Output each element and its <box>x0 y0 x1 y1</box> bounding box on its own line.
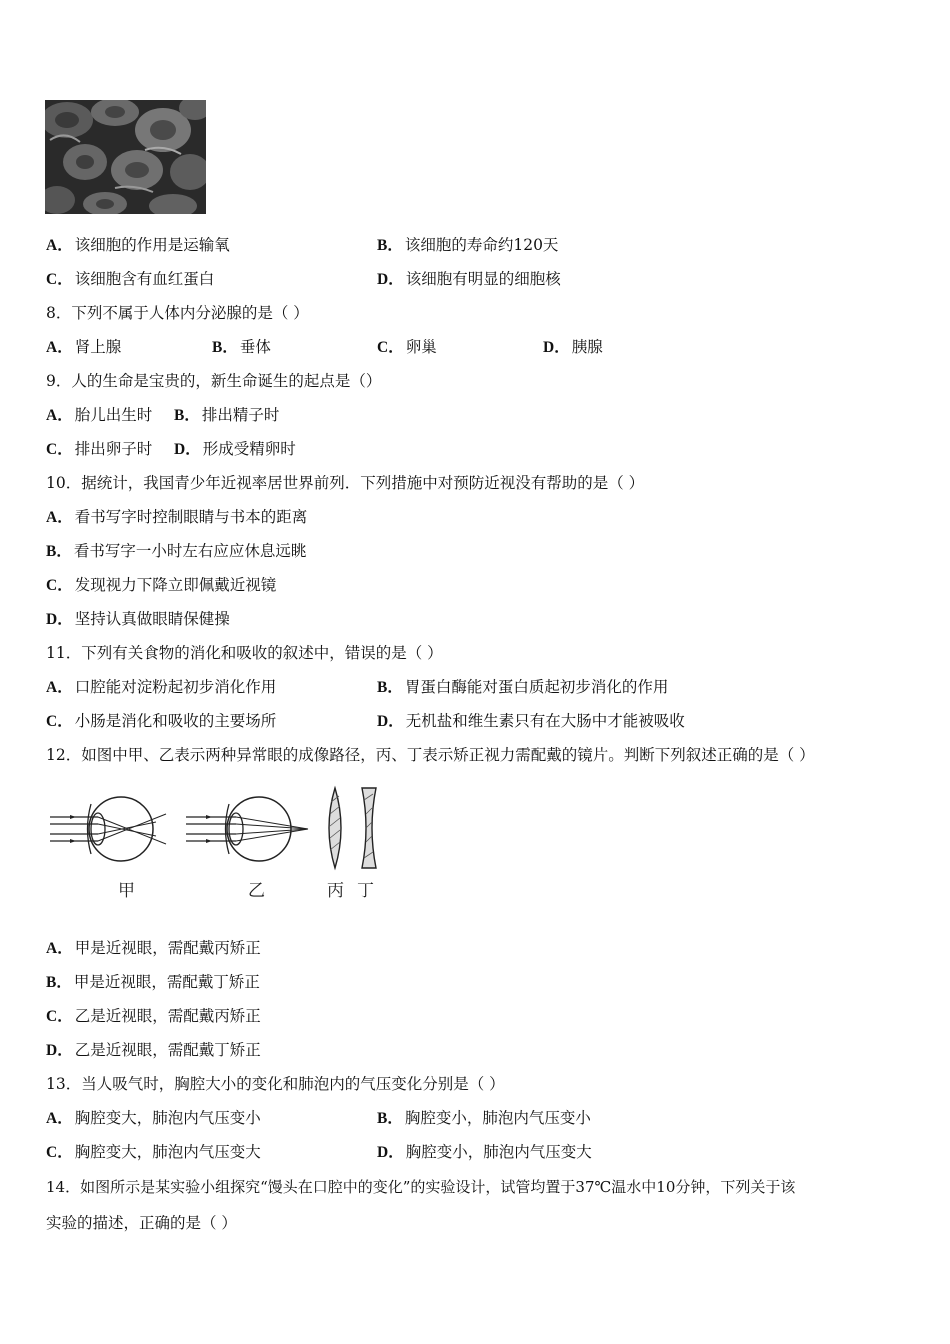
label-jia: 甲 <box>118 881 135 901</box>
q9-stem: 9．人的生命是宝贵的，新生命诞生的起点是（） <box>46 372 382 390</box>
option-text: 无机盐和维生素只有在大肠中才能被吸收 <box>405 712 685 730</box>
option-label: C． <box>46 577 73 594</box>
q12-option-a <box>46 938 261 959</box>
option-label: B． <box>377 1110 403 1127</box>
option-label: D． <box>46 1042 73 1059</box>
option-label: A． <box>46 940 73 957</box>
option-text: 乙是近视眼，需配戴丁矫正 <box>74 1041 261 1059</box>
option-label: D． <box>543 339 570 356</box>
option-label: B． <box>377 237 403 254</box>
option-text: 该细胞的作用是运输氧 <box>74 236 230 254</box>
q11-option-d <box>377 711 685 732</box>
option-label: B． <box>174 407 200 424</box>
option-text: 胸腔变小，肺泡内气压变小 <box>404 1109 591 1127</box>
option-text: 坚持认真做眼睛保健操 <box>74 610 230 628</box>
option-label: D． <box>377 1144 404 1161</box>
option-text: 该细胞有明显的细胞核 <box>405 270 561 288</box>
q12-stem: 12．如图中甲、乙表示两种异常眼的成像路径，丙、丁表示矫正视力需配戴的镜片。判断下列叙述正确的是（ ） <box>46 746 815 764</box>
q7-option-b <box>377 235 558 256</box>
option-text: 小肠是消化和吸收的主要场所 <box>74 712 277 730</box>
q8-option-d <box>543 337 603 358</box>
option-label: B． <box>46 974 72 991</box>
label-yi: 乙 <box>248 881 265 901</box>
option-text: 口腔能对淀粉起初步消化作用 <box>74 678 277 696</box>
q7-option-a <box>46 235 230 256</box>
q11-option-b <box>377 677 668 698</box>
option-text: 看书写字一小时左右应应休息远眺 <box>73 542 307 560</box>
option-text: 甲是近视眼，需配戴丁矫正 <box>73 973 260 991</box>
q9-option-c <box>46 439 152 460</box>
option-label: A． <box>46 339 73 356</box>
q12-option-b <box>46 972 260 993</box>
option-text: 排出精子时 <box>201 406 280 424</box>
q9-option-a <box>46 405 152 426</box>
option-text: 肾上腺 <box>74 338 122 356</box>
option-label: A． <box>46 237 73 254</box>
option-label: C． <box>46 441 73 458</box>
red-blood-cell-photo <box>45 100 206 214</box>
label-ding: 丁 <box>357 881 374 901</box>
option-label: B． <box>46 543 72 560</box>
option-text: 卵巢 <box>405 338 437 356</box>
q10-stem: 10．据统计，我国青少年近视率居世界前列．下列措施中对预防近视没有帮助的是（ ） <box>46 474 645 492</box>
option-text: 胎儿出生时 <box>74 406 153 424</box>
option-text: 垂体 <box>239 338 271 356</box>
option-label: D． <box>174 441 201 458</box>
q7-option-d <box>377 269 561 290</box>
option-text: 胃蛋白酶能对蛋白质起初步消化的作用 <box>404 678 669 696</box>
option-text: 胸腔变小，肺泡内气压变大 <box>405 1143 592 1161</box>
q10-option-a <box>46 507 307 528</box>
convex-lens-bing <box>329 788 341 868</box>
option-label: A． <box>46 407 73 424</box>
q14-stem-line1: 14．如图所示是某实验小组探究“馒头在口腔中的变化”的实验设计，试管均置于37℃温水中10分钟，下列关于该 <box>46 1178 796 1196</box>
q13-stem: 13．当人吸气时，胸腔大小的变化和肺泡内的气压变化分别是（ ） <box>46 1075 505 1093</box>
q14-stem-line2: 实验的描述，正确的是（ ） <box>46 1214 237 1232</box>
q11-stem: 11．下列有关食物的消化和吸收的叙述中，错误的是（ ） <box>46 644 443 662</box>
option-label: C． <box>377 339 404 356</box>
q12-option-c <box>46 1006 261 1027</box>
q9-option-d <box>174 439 296 460</box>
q12-option-d <box>46 1040 261 1061</box>
option-text: 甲是近视眼，需配戴丙矫正 <box>74 939 261 957</box>
q13-option-c <box>46 1142 261 1163</box>
option-label: D． <box>377 271 404 288</box>
q9-option-b <box>174 405 279 426</box>
q11-option-a <box>46 677 276 698</box>
q11-option-c <box>46 711 276 732</box>
q13-option-b <box>377 1108 591 1129</box>
q13-option-a <box>46 1108 261 1129</box>
eye-jia-diagram <box>50 797 166 861</box>
option-label: C． <box>46 1008 73 1025</box>
option-text: 该细胞的寿命约120天 <box>404 236 559 254</box>
option-text: 乙是近视眼，需配戴丙矫正 <box>74 1007 261 1025</box>
q10-option-b <box>46 541 306 562</box>
option-text: 形成受精卵时 <box>202 440 296 458</box>
eye-yi-diagram <box>186 797 308 861</box>
q8-option-b <box>212 337 271 358</box>
concave-lens-ding <box>362 788 376 868</box>
q8-option-c <box>377 337 437 358</box>
label-bing: 丙 <box>327 881 344 901</box>
option-label: B． <box>212 339 238 356</box>
q10-option-c <box>46 575 276 596</box>
option-label: D． <box>377 713 404 730</box>
option-label: C． <box>46 1144 73 1161</box>
option-text: 发现视力下降立即佩戴近视镜 <box>74 576 277 594</box>
option-label: D． <box>46 611 73 628</box>
option-label: C． <box>46 713 73 730</box>
q8-option-a <box>46 337 121 358</box>
option-label: A． <box>46 679 73 696</box>
option-label: C． <box>46 271 73 288</box>
q10-option-d <box>46 609 230 630</box>
q8-stem: 8．下列不属于人体内分泌腺的是（ ） <box>46 304 309 322</box>
option-text: 看书写字时控制眼睛与书本的距离 <box>74 508 308 526</box>
option-label: A． <box>46 509 73 526</box>
option-text: 该细胞含有血红蛋白 <box>74 270 215 288</box>
option-text: 胸腔变大，肺泡内气压变小 <box>74 1109 261 1127</box>
option-text: 胸腔变大，肺泡内气压变大 <box>74 1143 261 1161</box>
eye-lens-diagram <box>46 782 386 907</box>
option-text: 胰腺 <box>571 338 603 356</box>
q7-option-c <box>46 269 214 290</box>
option-label: A． <box>46 1110 73 1127</box>
option-label: B． <box>377 679 403 696</box>
option-text: 排出卵子时 <box>74 440 153 458</box>
q13-option-d <box>377 1142 592 1163</box>
